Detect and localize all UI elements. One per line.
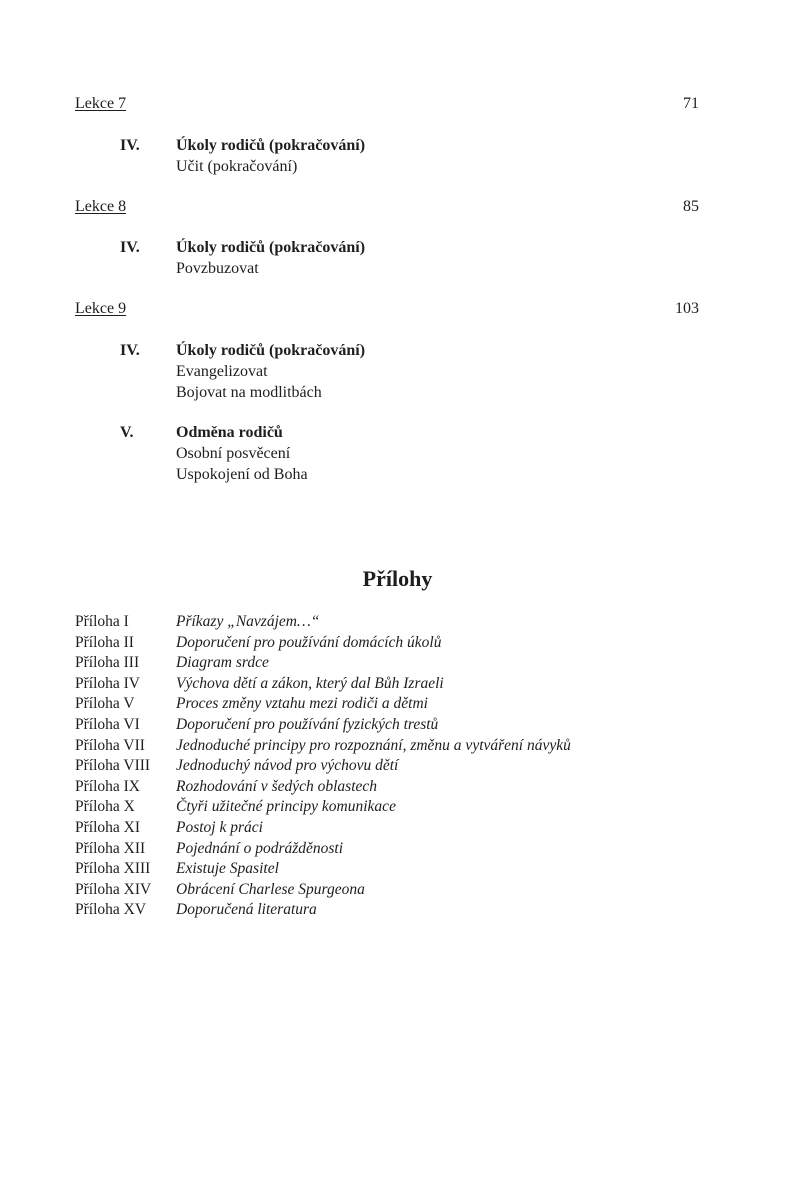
section-item: Evangelizovat	[176, 363, 268, 380]
section-title: Odměna rodičů	[176, 424, 283, 441]
appendix-title: Existuje Spasitel	[176, 860, 279, 878]
section-item: Uspokojení od Boha	[176, 466, 308, 483]
appendix-row	[75, 859, 715, 880]
section-title: Úkoly rodičů (pokračování)	[176, 239, 366, 256]
section-title: Úkoly rodičů (pokračování)	[176, 137, 366, 154]
appendix-row	[75, 694, 715, 715]
lesson-label[interactable]: Lekce 7	[75, 95, 127, 112]
section-body	[176, 237, 365, 279]
appendix-row	[75, 653, 715, 674]
appendix-label: Příloha XIII	[75, 860, 151, 878]
appendix-title: Obrácení Charlese Spurgeona	[176, 880, 365, 898]
appendix-label: Příloha XV	[75, 901, 147, 919]
appendix-row	[75, 797, 715, 818]
appendix-row	[75, 900, 715, 921]
appendix-label: Příloha IV	[75, 674, 141, 692]
appendix-title: Rozhodování v šedých oblastech	[176, 777, 378, 795]
appendix-row	[75, 839, 715, 860]
section-item: Bojovat na modlitbách	[176, 384, 322, 401]
appendix-title: Proces změny vztahu mezi rodiči a dětmi	[176, 695, 428, 713]
section-number: IV.	[120, 239, 140, 256]
appendix-label: Příloha VI	[75, 715, 140, 733]
appendix-label: Příloha III	[75, 654, 140, 672]
section-number: IV.	[120, 137, 140, 154]
appendix-label: Příloha IX	[75, 777, 141, 795]
appendix-row	[75, 715, 715, 736]
appendix-label: Příloha XIV	[75, 880, 152, 898]
section-body	[176, 135, 365, 177]
appendix-label: Příloha I	[75, 613, 129, 630]
appendix-title: Diagram srdce	[176, 654, 269, 672]
lesson-page-number: 103	[675, 300, 699, 317]
appendix-label: Příloha VII	[75, 736, 145, 754]
appendix-row	[75, 818, 715, 839]
lesson-page-number: 85	[683, 198, 699, 215]
appendix-label: Příloha XII	[75, 839, 146, 857]
appendix-list	[75, 612, 715, 921]
section-number: IV.	[120, 342, 140, 359]
appendix-title: Doporučená literatura	[176, 901, 317, 919]
lesson-label[interactable]: Lekce 9	[75, 300, 127, 317]
appendix-title: Jednoduchý návod pro výchovu dětí	[176, 757, 399, 775]
appendix-title: Čtyři užitečné principy komunikace	[176, 798, 396, 816]
appendix-label: Příloha X	[75, 798, 135, 816]
appendix-row	[75, 880, 715, 901]
appendix-heading: Přílohy	[362, 566, 433, 591]
section-number: V.	[120, 424, 134, 441]
appendix-label: Příloha II	[75, 633, 134, 651]
section-body	[176, 340, 365, 403]
lesson-label[interactable]: Lekce 8	[75, 198, 127, 215]
appendix-row	[75, 777, 715, 798]
lesson-page-number: 71	[683, 95, 699, 112]
section-item: Učit (pokračování)	[176, 158, 298, 175]
appendix-label: Příloha V	[75, 695, 135, 713]
appendix-title: Postoj k práci	[176, 818, 263, 836]
appendix-row	[75, 612, 715, 633]
appendix-title: Doporučení pro používání domácích úkolů	[176, 633, 442, 651]
appendix-title: Doporučení pro používání fyzických trestů	[176, 715, 439, 733]
appendix-row	[75, 756, 715, 777]
appendix-title: Jednoduché principy pro rozpoznání, změnu a vytváření návyků	[176, 736, 571, 754]
section-title: Úkoly rodičů (pokračování)	[176, 342, 366, 359]
section-item: Osobní posvěcení	[176, 445, 291, 462]
section-item: Povzbuzovat	[176, 260, 259, 277]
appendix-row	[75, 736, 715, 757]
appendix-title: Výchova dětí a zákon, který dal Bůh Izraeli	[176, 674, 444, 692]
section-body	[176, 422, 308, 485]
appendix-label: Příloha XI	[75, 818, 141, 836]
appendix-label: Příloha VIII	[75, 757, 151, 775]
appendix-row	[75, 674, 715, 695]
appendix-title: Příkazy „Navzájem…“	[176, 613, 320, 630]
appendix-title: Pojednání o podrážděnosti	[176, 839, 344, 857]
appendix-row	[75, 633, 715, 654]
